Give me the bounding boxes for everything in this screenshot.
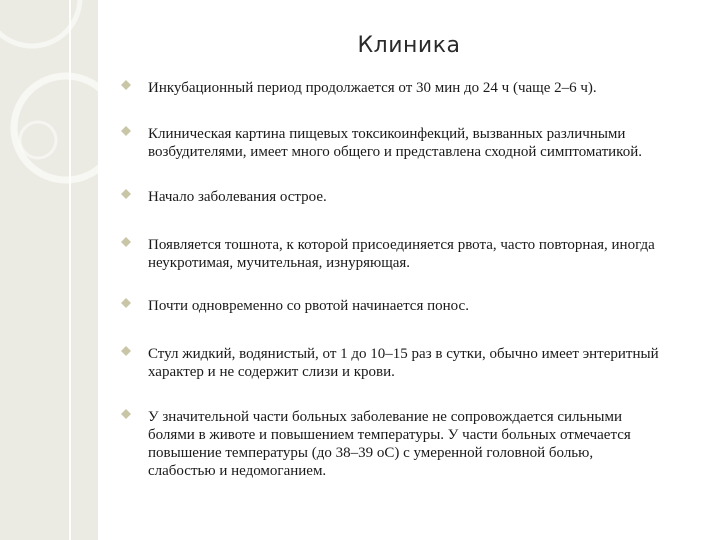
bullet-text: Почти одновременно со рвотой начинается понос. <box>148 298 469 314</box>
diamond-bullet-icon <box>120 297 132 309</box>
slide-title: Клиника <box>357 33 461 58</box>
bullet-text: Стул жидкий, водянистый, от 1 до 10–15 раз в сутки, обычно имеет энтеритный характер и не содержит слизи и крови. <box>148 346 659 380</box>
diamond-bullet-icon <box>120 79 132 91</box>
diamond-bullet-icon <box>120 188 132 200</box>
diamond-bullet-icon <box>120 125 132 137</box>
diamond-bullet-icon <box>120 236 132 248</box>
decorative-sidebar <box>0 0 98 540</box>
bullet-text: Инкубационный период продолжается от 30 мин до 24 ч (чаще 2–6 ч). <box>148 80 597 96</box>
decorative-circles-graphic <box>0 0 98 540</box>
slide-content <box>98 0 720 540</box>
bullet-text: Появляется тошнота, к которой присоединяется рвота, часто повторная, иногда неукротимая, мучительная, изнуряющая. <box>148 237 655 271</box>
diamond-bullet-icon <box>120 345 132 357</box>
bullet-text: Клиническая картина пищевых токсикоинфекций, вызванных различными возбудителями, имеет много общего и представлена сходной симптоматикой. <box>148 126 642 160</box>
bullet-text: У значительной части больных заболевание не сопровождается сильными болями в животе и повышением температуры. У части больных отмечается повышение температуры (до 38–39 оС) с умеренной головной болью, слабостью и недомоганием. <box>148 409 631 479</box>
diamond-bullet-icon <box>120 408 132 420</box>
bullet-text: Начало заболевания острое. <box>148 189 327 205</box>
